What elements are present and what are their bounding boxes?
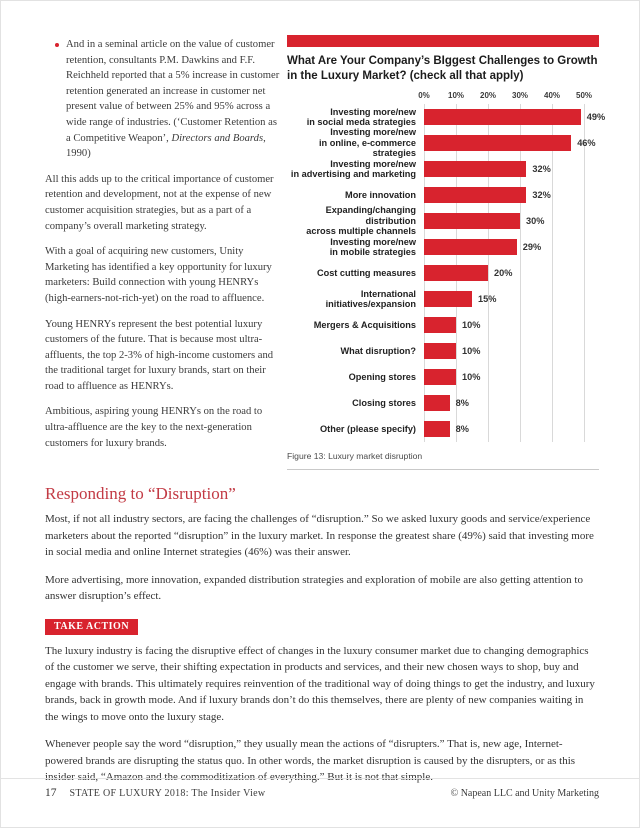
- bullet-text: And in a seminal article on the value of customer retention, consultants P.M. Dawkins and F.F. Reichheld reported that a 5% increase in customer retention generated an increase in customer net present value of between 25% and 95% across a wide range of industries. (‘Customer Retention as a Competitive Weapon’, Directors and Boards, 1990): [66, 39, 280, 160]
- chart-plot-area: [424, 390, 599, 416]
- chart-category-label: Opening stores: [348, 371, 416, 382]
- chart-value-label: 32%: [532, 164, 551, 174]
- chart-value-label: 46%: [577, 138, 596, 148]
- chart-category-label: Mergers & Acquisitions: [313, 319, 416, 330]
- chart-row: [287, 182, 599, 208]
- chart-category-label: Other (please specify): [320, 423, 416, 434]
- chart-bar: [424, 343, 456, 359]
- chart-value-label: 10%: [462, 320, 481, 330]
- chart-value-label: 10%: [462, 372, 481, 382]
- chart-bar: [424, 239, 517, 255]
- chart-category-label: Closing stores: [352, 397, 416, 408]
- axis-tick-label: 40%: [543, 91, 561, 100]
- disruption-section: [1, 470, 639, 786]
- chart-bar: [424, 317, 456, 333]
- chart-row: [287, 127, 599, 159]
- section-paragraph: Most, if not all industry sectors, are facing the challenges of “disruption.” So we asked luxury goods and service/experience marketers about the reported “disruption” in the luxury market. In response the greatest share (49%) said that investing more in social media and online Internet strategies (46%) was their answer.: [45, 513, 594, 558]
- chart-bar: [424, 213, 520, 229]
- footer-copyright: © Napean LLC and Unity Marketing: [450, 788, 599, 799]
- axis-tick-label: 20%: [479, 91, 497, 100]
- body-paragraph: Ambitious, aspiring young HENRYs on the road to ultra-affluence are the key to the next-generation customers for luxury brands.: [45, 406, 263, 449]
- axis-tick-label: 50%: [575, 91, 593, 100]
- chart-value-label: 32%: [532, 190, 551, 200]
- chart-category-label: Cost cutting measures: [316, 267, 416, 278]
- chart-row: [287, 260, 599, 286]
- chart-bar: [424, 109, 581, 125]
- bullet-dot-icon: [55, 43, 59, 47]
- section-paragraph: Whenever people say the word “disruption,” they usually mean the actions of “disrupters.” That is, new age, Internet-powered brands are disrupting the status quo. In other words, the market disruption is caused by the disrupters, or as this insider said, “Amazon and the commoditization of everything.” But it is not that simple.: [45, 738, 576, 783]
- chart-x-axis: [418, 91, 599, 104]
- bullet-item: [55, 37, 283, 162]
- chart-plot-area: [424, 286, 599, 312]
- chart-category-label: Investing more/new in social meda strategies: [306, 106, 416, 127]
- chart-plot-area: [424, 130, 599, 156]
- chart-row: [287, 416, 599, 442]
- chart-value-label: 8%: [455, 424, 469, 434]
- axis-tick-label: 30%: [511, 91, 529, 100]
- chart-row: [287, 286, 599, 312]
- figure-caption: Figure 13: Luxury market disruption: [287, 451, 423, 461]
- chart-row: [287, 234, 599, 260]
- chart-plot-area: [424, 416, 599, 442]
- chart-column: [287, 35, 606, 470]
- chart-category-label: More innovation: [345, 189, 416, 200]
- chart-bar: [424, 135, 571, 151]
- chart-value-label: 10%: [462, 346, 481, 356]
- chart-row: [287, 205, 599, 237]
- bar-chart: [287, 91, 606, 442]
- chart-value-label: 20%: [494, 268, 513, 278]
- figure-divider: [287, 469, 599, 470]
- chart-bar: [424, 187, 526, 203]
- body-paragraph: With a goal of acquiring new customers, Unity Marketing has identified a key opportunity for luxury marketers: Build connection with young HENRYs (high-earners-not-rich-yet) on the road to affluence.: [45, 246, 272, 304]
- chart-category-label: Investing more/new in advertising and marketing: [290, 158, 416, 179]
- chart-value-label: 30%: [526, 216, 545, 226]
- body-paragraph: All this adds up to the critical importance of customer retention and development, not at the expense of new customer acquisition strategies, but as a part of a company’s overall marketing strategy.: [45, 173, 274, 232]
- footer-left: [45, 787, 265, 799]
- chart-bar: [424, 421, 450, 437]
- chart-bar: [424, 369, 456, 385]
- chart-bar: [424, 291, 472, 307]
- chart-row: [287, 364, 599, 390]
- chart-row: [287, 390, 599, 416]
- chart-bar: [424, 265, 488, 281]
- footer-report-title: STATE OF LUXURY 2018: The Insider View: [69, 788, 266, 799]
- chart-row: [287, 338, 599, 364]
- two-column-area: [1, 1, 639, 470]
- chart-plot-area: [424, 260, 599, 286]
- chart-value-label: 49%: [586, 112, 606, 122]
- chart-value-label: 8%: [455, 398, 469, 408]
- chart-plot-area: [424, 364, 599, 390]
- section-paragraph: The luxury industry is facing the disruptive effect of changes in the luxury consumer market due to changing demographics of the customer we serve, their shifting expectation in products and services, and their new chosen ways to shop, buy and engage with brands. This ultimately requires reinvention of the traditional way of doing things to get the industry, and luxury brands, back in growth mode. And if luxury brands don’t do this themselves, there are plenty of new companies waiting in the wings to move onto the luxury stage.: [45, 644, 595, 723]
- axis-tick-label: 10%: [447, 91, 465, 100]
- chart-category-label: Investing more/new in mobile strategies: [329, 236, 416, 257]
- red-band-decoration: [287, 35, 599, 47]
- chart-plot-area: [424, 182, 599, 208]
- chart-plot-area: [424, 338, 599, 364]
- chart-plot-area: [424, 234, 599, 260]
- chart-row: [287, 104, 606, 130]
- chart-plot-area: [424, 208, 599, 234]
- chart-category-label: International initiatives/expansion: [325, 288, 416, 309]
- chart-value-label: 29%: [522, 242, 542, 252]
- section-paragraph: More advertising, more innovation, expanded distribution strategies and exploration of mobile are also getting attention to answer disruption’s effect.: [45, 573, 583, 602]
- left-text-column: [45, 35, 283, 470]
- axis-tick-label: 0%: [418, 91, 430, 100]
- chart-bar: [424, 161, 526, 177]
- chart-row: [287, 312, 599, 338]
- chart-value-label: 15%: [478, 294, 497, 304]
- chart-plot-area: [424, 312, 599, 338]
- chart-bar: [424, 395, 450, 411]
- page-footer: [1, 778, 639, 799]
- chart-category-label: Expanding/changing distribution across multiple channels: [306, 205, 416, 237]
- page-number: 17: [45, 787, 57, 799]
- chart-title: What Are Your Company’s BIggest Challenges to Growth in the Luxury Market? (check all that apply): [287, 55, 598, 82]
- chart-plot-area: [424, 156, 599, 182]
- take-action-badge: TAKE ACTION: [45, 619, 138, 635]
- body-paragraph: Young HENRYs represent the best potential luxury customers of the future. That is because most ultra-affluents, the top 2-3% of high-income customers and the traditional target for luxury brands, start on their road to affluence as HENRYs.: [45, 318, 274, 392]
- section-heading: Responding to “Disruption”: [45, 484, 236, 503]
- chart-category-label: Investing more/new in online, e-commerce strategies: [318, 127, 416, 159]
- chart-category-label: What disruption?: [340, 345, 416, 356]
- chart-row: [287, 156, 599, 182]
- chart-plot-area: [424, 104, 605, 130]
